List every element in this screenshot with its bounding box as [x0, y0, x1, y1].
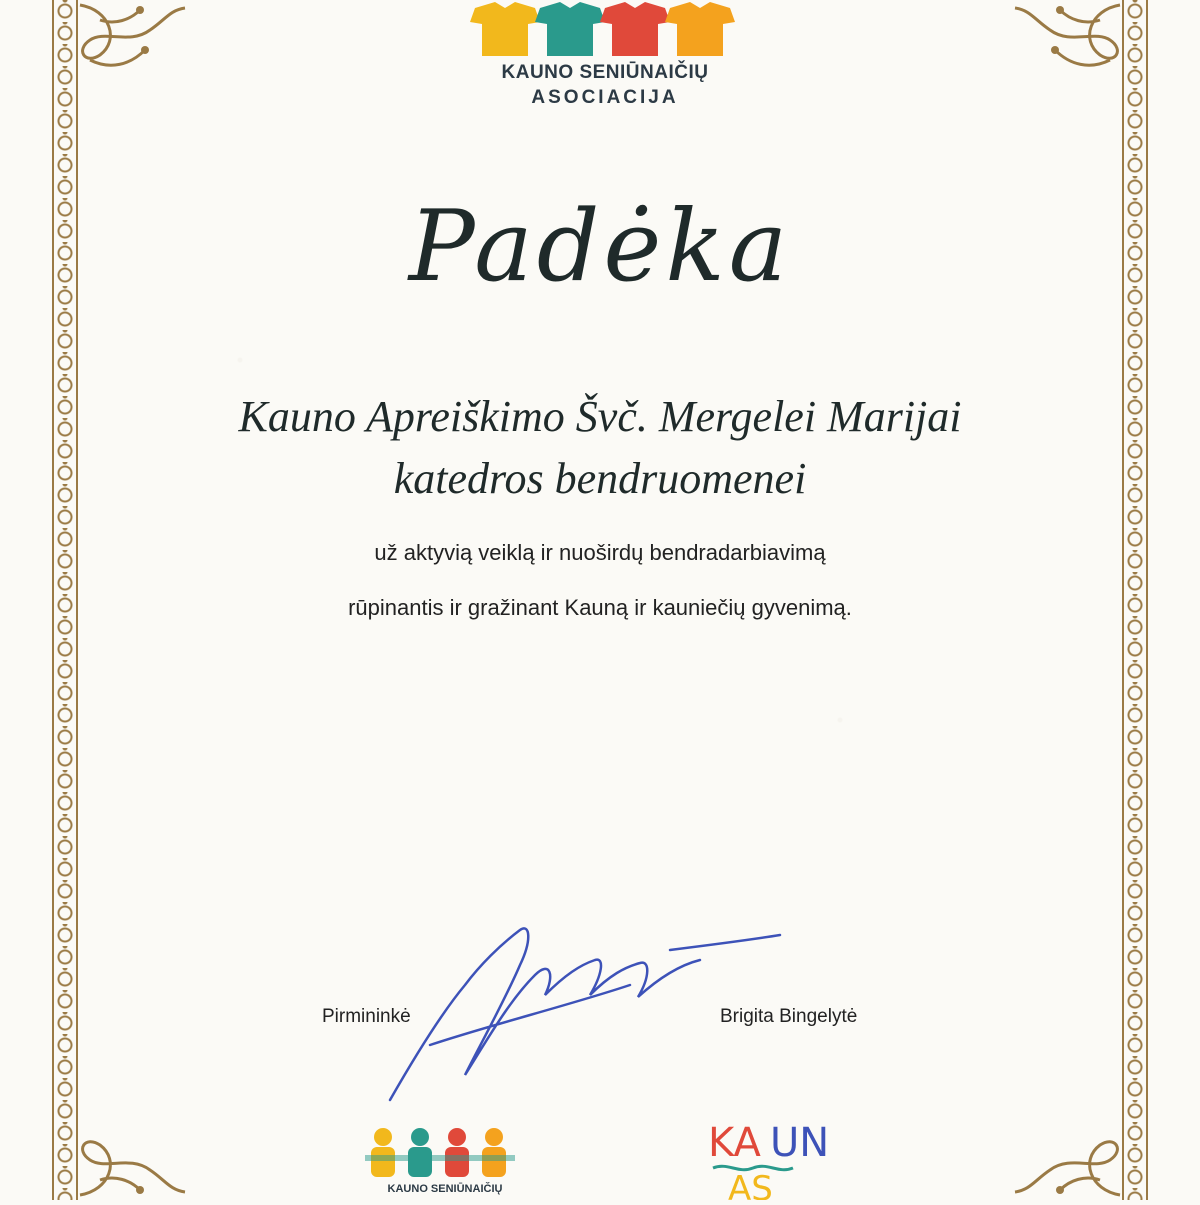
certificate-title: Padėka — [408, 190, 792, 304]
recipient-line-2: katedros bendruomenei — [393, 454, 807, 503]
footer-org-name: KAUNO SENIŪNAIČIŲ — [387, 1183, 503, 1195]
corner-flourish-bottom-left — [70, 1120, 190, 1200]
shirts-logo-icon — [470, 0, 740, 58]
association-logo-footer — [365, 1125, 525, 1200]
svg-text:KA: KA — [708, 1120, 761, 1166]
corner-flourish-top-left — [70, 0, 190, 80]
association-logo — [470, 0, 740, 120]
recipient-line-1: Kauno Apreiškimo Švč. Mergelei Marijai — [238, 392, 962, 441]
corner-flourish-top-right — [1010, 0, 1130, 80]
signer-role: Pirmininkė — [322, 1006, 411, 1027]
reason-line-2: rūpinantis ir gražinant Kauną ir kauniečių gyvenimą. — [348, 595, 852, 620]
kaunas-city-logo — [708, 1118, 828, 1200]
corner-flourish-bottom-right — [1010, 1120, 1130, 1200]
svg-text:UN: UN — [770, 1120, 828, 1166]
signer-name: Brigita Bingelytė — [720, 1006, 858, 1027]
svg-text:AS: AS — [728, 1169, 773, 1200]
org-subtitle: ASOCIACIJA — [531, 87, 679, 108]
people-logo-icon — [365, 1125, 515, 1185]
org-name: KAUNO SENIŪNAIČIŲ — [501, 62, 709, 83]
reason-line-1: už aktyvią veiklą ir nuoširdų bendradarbiavimą — [374, 540, 826, 565]
